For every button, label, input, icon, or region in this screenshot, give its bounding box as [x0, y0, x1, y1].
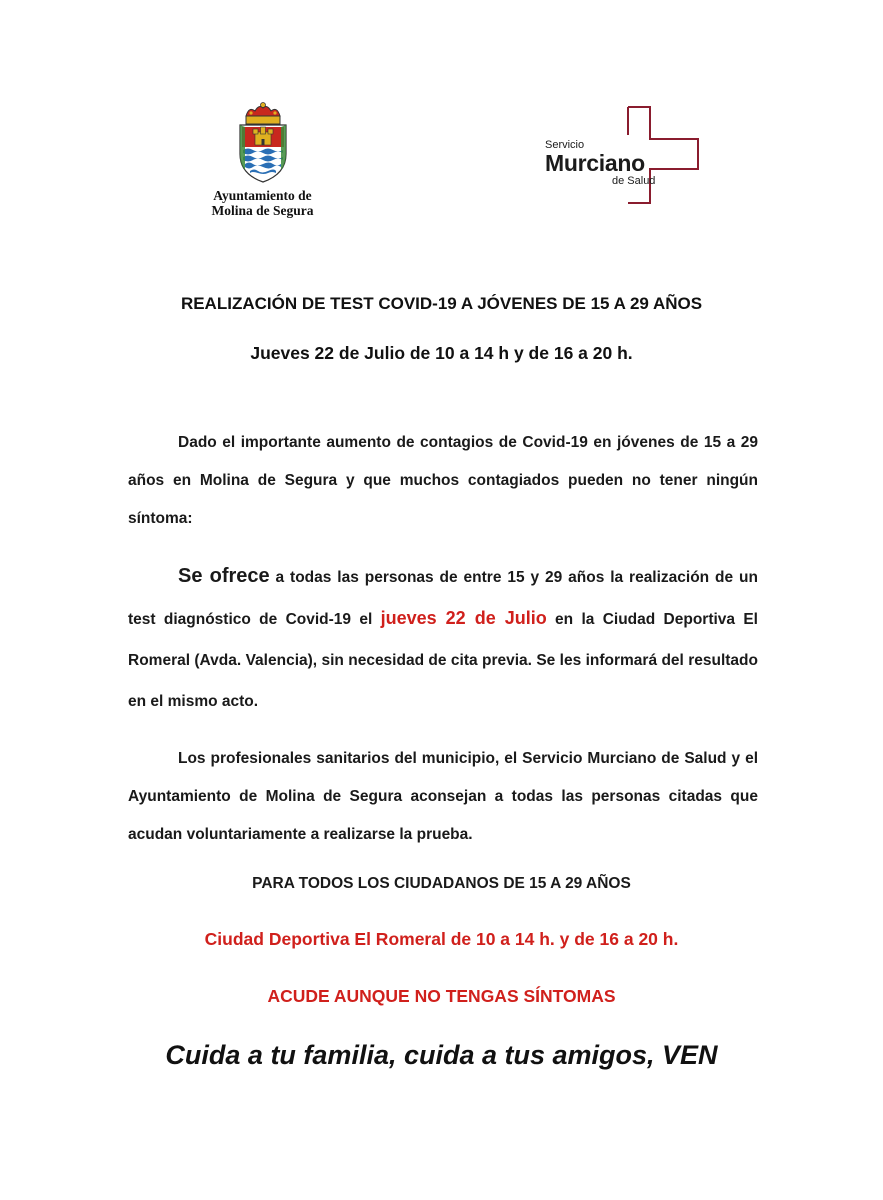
- coat-of-arms-icon: [233, 102, 293, 184]
- paragraph-offer: [128, 556, 758, 722]
- no-symptoms-line: ACUDE AUNQUE NO TENGAS SÍNTOMAS: [267, 986, 616, 1006]
- offer-part2: en la Ciudad Deportiva El Romeral (Avda. Valencia), sin necesidad de cita previa. Se les informará del resultado en el mismo acto.: [128, 611, 758, 710]
- paragraph-intro-text: Dado el importante aumento de contagios de Covid-19 en jóvenes de 15 a 29 años en Molina de Segura y que muchos contagiados pueden no tener ningún síntoma:: [128, 434, 758, 527]
- offer-date-highlight: jueves 22 de Julio: [380, 608, 547, 628]
- sms-de-salud: de Salud: [612, 175, 656, 187]
- paragraph-advice: [128, 740, 758, 854]
- ayuntamiento-name: [195, 188, 330, 218]
- offer-part1: a todas las personas de entre 15 y 29 años la realización de un test diagnóstico de Covid-19 el: [128, 569, 758, 628]
- audience-line: PARA TODOS LOS CIUDADANOS DE 15 A 29 AÑOS: [252, 875, 631, 892]
- location-time-line: Ciudad Deportiva El Romeral de 10 a 14 h. y de 16 a 20 h.: [204, 929, 679, 949]
- paragraph-advice-text: Los profesionales sanitarios del municipio, el Servicio Murciano de Salud y el Ayuntamiento de Molina de Segura aconsejan a todas las personas citadas que acudan voluntariamente a realizarse la prueba.: [128, 750, 758, 843]
- paragraph-intro: [128, 424, 758, 538]
- ayuntamiento-logo: [195, 102, 330, 218]
- offer-lead: Se ofrece: [178, 565, 270, 587]
- ayuntamiento-line2: Molina de Segura: [211, 203, 314, 218]
- slogan: Cuida a tu familia, cuida a tus amigos, VEN: [165, 1040, 718, 1070]
- sms-logo: [540, 103, 710, 208]
- page-title: REALIZACIÓN DE TEST COVID-19 A JÓVENES DE 15 A 29 AÑOS: [180, 294, 703, 313]
- ayuntamiento-line1: Ayuntamiento de: [213, 188, 312, 203]
- sms-murciano: Murciano: [545, 150, 645, 176]
- sms-servicio: Servicio: [545, 139, 585, 151]
- page-subtitle: Jueves 22 de Julio de 10 a 14 h y de 16 a 20 h.: [250, 343, 633, 363]
